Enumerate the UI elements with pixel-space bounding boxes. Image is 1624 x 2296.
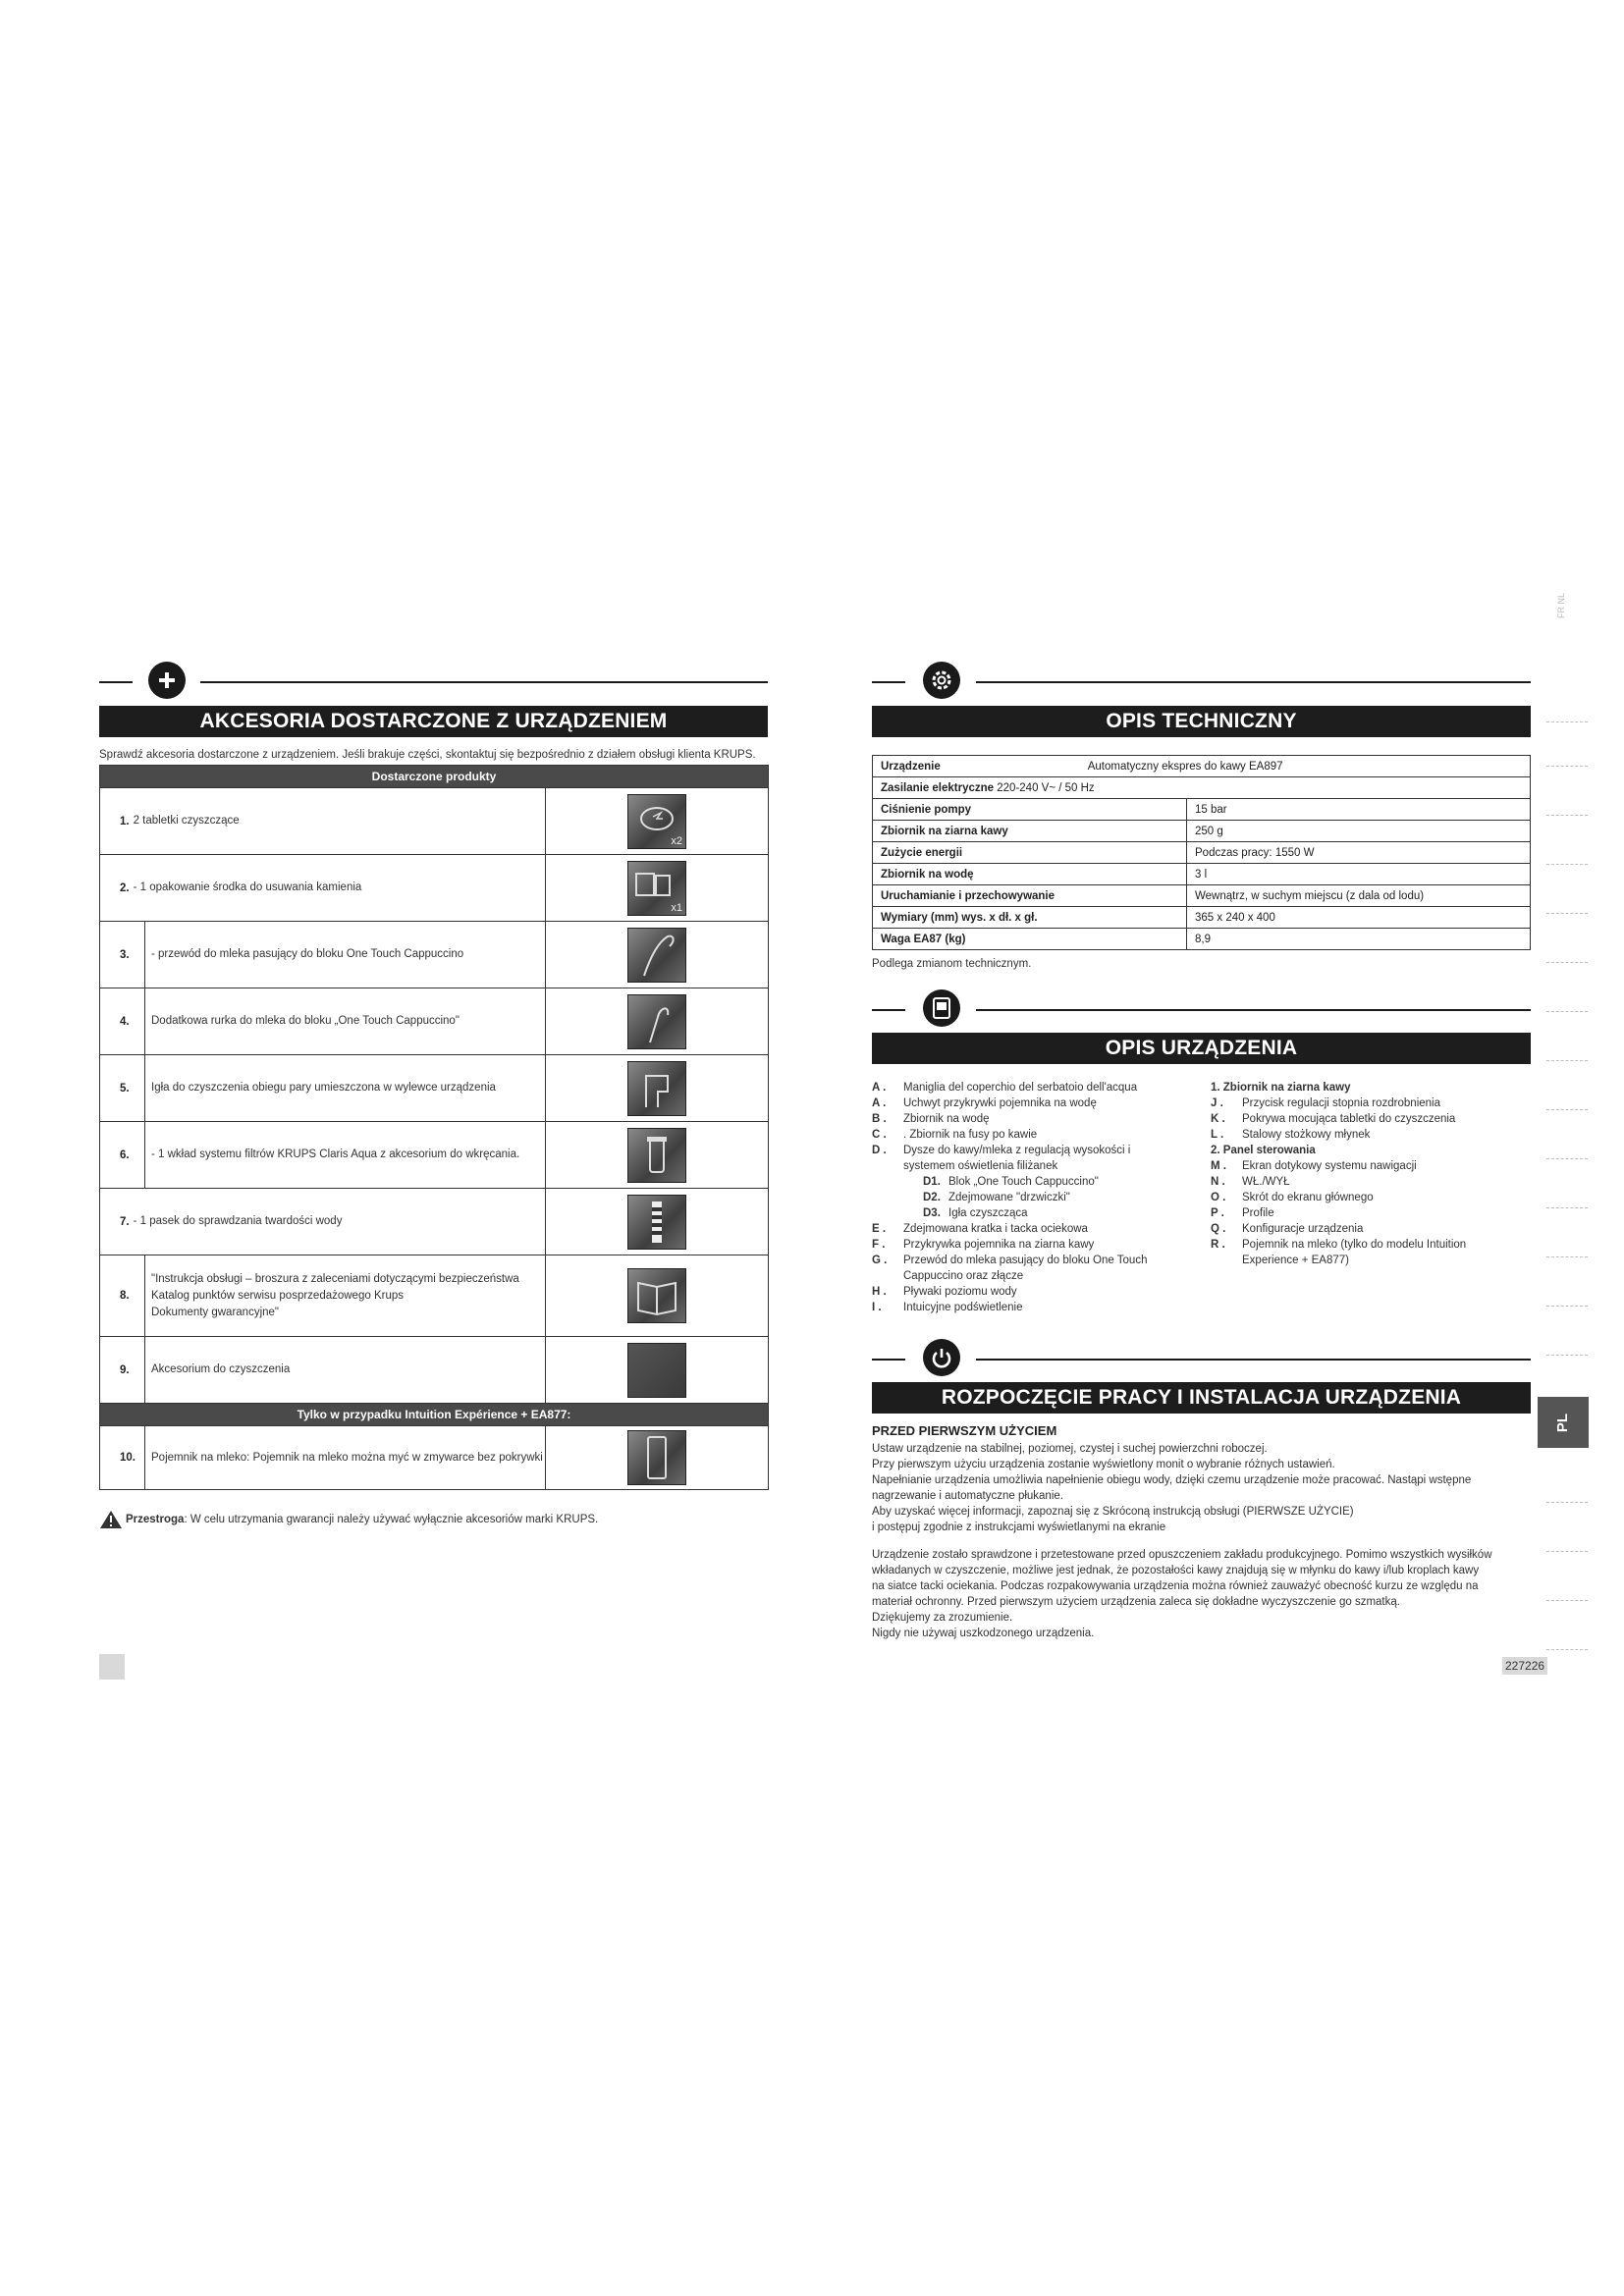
- item-letter: P .: [1211, 1207, 1224, 1219]
- start-paragraph-2: [872, 1547, 1531, 1641]
- item-text: Zdejmowane "drzwiczki": [948, 1192, 1070, 1203]
- list-item: [872, 1300, 1206, 1315]
- text-line: Urządzenie zostało sprawdzone i przetestowane przed opuszczeniem zakładu produkcyjnego. Pomimo wszystkich wysiłków: [872, 1549, 1492, 1561]
- machine-icon: [923, 989, 960, 1027]
- spec-key: Ciśnienie pompy: [873, 799, 1187, 821]
- row-text: "Instrukcja obsługi – broszura z zaleceniami dotyczącymi bezpieczeństwa Katalog punktów serwisu posprzedażowego Krups Dokumenty gwarancyjne": [144, 1255, 545, 1336]
- item-text: Zbiornik na wodę: [903, 1113, 990, 1125]
- item-letter: R .: [1211, 1239, 1225, 1251]
- spec-note: Podlega zmianom technicznym.: [872, 958, 1032, 970]
- row-number: 10.: [120, 1452, 135, 1464]
- text-line: i postępuj zgodnie z instrukcjami wyświetlanymi na ekranie: [872, 1522, 1166, 1533]
- row-text: Igła do czyszczenia obiegu pary umieszczona w wylewce urządzenia: [144, 1055, 545, 1121]
- item-letter: J .: [1211, 1097, 1223, 1109]
- tab-divider: [1546, 1649, 1588, 1651]
- test-strip-icon: [627, 1195, 686, 1250]
- item-text: Dysze do kawy/mleka z regulacją wysokości i: [903, 1145, 1131, 1156]
- item-text: Przewód do mleka pasujący do bloku One Touch: [903, 1255, 1148, 1266]
- power-icon: [923, 1339, 960, 1376]
- table-row: [873, 842, 1531, 864]
- item-text: Przykrywka pojemnika na ziarna kawy: [903, 1239, 1095, 1251]
- tab-divider: [1546, 1060, 1588, 1062]
- spec-table: [872, 755, 1531, 950]
- item-letter: G .: [872, 1255, 888, 1266]
- item-text: Pokrywa mocująca tabletki do czyszczenia: [1242, 1113, 1456, 1125]
- start-subheading: PRZED PIERWSZYM UŻYCIEM: [872, 1423, 1057, 1438]
- table-row: [873, 756, 1531, 777]
- quantity-badge: x2: [671, 834, 682, 847]
- item-text: . Zbiornik na fusy po kawie: [903, 1129, 1038, 1141]
- list-item: [1211, 1190, 1531, 1205]
- tab-divider: [1546, 1011, 1588, 1013]
- item-text: Experience + EA877): [1242, 1255, 1349, 1266]
- accessories-intro: Sprawdź akcesoria dostarczone z urządzeniem. Jeśli brakuje części, skontaktuj się bezpośrednio z działem obsługi klienta KRUPS.: [99, 749, 756, 761]
- descaler-packet-icon: [627, 861, 686, 916]
- table-row: [100, 1255, 768, 1336]
- item-letter: D2.: [923, 1192, 941, 1203]
- text-line: materiał ochronny. Przed pierwszym użyciem urządzenia zaleca się dokładne wyczyszczenie go szmatką.: [872, 1596, 1400, 1608]
- list-item: [872, 1143, 1206, 1158]
- item-text: systemem oświetlenia filiżanek: [903, 1160, 1058, 1172]
- section-rule: [872, 1359, 905, 1361]
- list-item: [872, 1127, 1206, 1143]
- plus-icon: [148, 662, 186, 699]
- row-text: Pojemnik na mleko: Pojemnik na mleko można myć w zmywarce bez pokrywki: [144, 1426, 545, 1489]
- list-item: [1211, 1253, 1531, 1268]
- list-item: [1211, 1158, 1531, 1174]
- spec-key: Zbiornik na wodę: [873, 864, 1187, 885]
- quantity-badge: x1: [671, 901, 682, 914]
- spec-value: 220-240 V~ / 50 Hz: [997, 781, 1095, 794]
- table-row: [873, 907, 1531, 929]
- item-letter: K .: [1211, 1113, 1225, 1125]
- item-letter: O .: [1211, 1192, 1226, 1203]
- tab-divider: [1546, 1207, 1588, 1209]
- row-text: - przewód do mleka pasujący do bloku One Touch Cappuccino: [144, 922, 545, 988]
- tab-divider: [1546, 962, 1588, 964]
- tab-divider: [1546, 1355, 1588, 1357]
- item-text: Ekran dotykowy systemu nawigacji: [1242, 1160, 1417, 1172]
- start-heading: ROZPOCZĘCIE PRACY I INSTALACJA URZĄDZENIA: [872, 1382, 1531, 1414]
- row-text: - 1 opakowanie środka do usuwania kamienia: [133, 881, 362, 893]
- tab-divider: [1546, 1256, 1588, 1258]
- spec-value: Automatyczny ekspres do kawy EA897: [1087, 760, 1283, 773]
- spec-value: 250 g: [1187, 821, 1531, 842]
- table-row: [100, 1121, 768, 1188]
- item-text: Profile: [1242, 1207, 1274, 1219]
- spec-cell: [873, 756, 1531, 777]
- item-text: Zdejmowana kratka i tacka ociekowa: [903, 1223, 1088, 1235]
- list-item: [872, 1221, 1206, 1237]
- item-text: Stalowy stożkowy młynek: [1242, 1129, 1371, 1141]
- warning-label: Przestroga: [126, 1514, 185, 1525]
- text-line: Dziękujemy za zrozumienie.: [872, 1612, 1013, 1624]
- tab-divider: [1546, 815, 1588, 817]
- milk-container-icon: [627, 1430, 686, 1485]
- item-letter: L .: [1211, 1129, 1224, 1141]
- row-number: 5.: [120, 1082, 130, 1095]
- item-letter: Q .: [1211, 1223, 1226, 1235]
- list-item: [1211, 1174, 1531, 1190]
- item-letter: D .: [872, 1145, 887, 1156]
- section-rule: [99, 681, 133, 683]
- list-item: [1211, 1205, 1531, 1221]
- table-header: Dostarczone produkty: [100, 766, 768, 787]
- description-list-left: [872, 1080, 1206, 1315]
- tab-divider: [1546, 1600, 1588, 1602]
- item-text: Pojemnik na mleko (tylko do modelu Intuition: [1242, 1239, 1467, 1251]
- spec-value: 3 l: [1187, 864, 1531, 885]
- spec-cell: [873, 777, 1531, 799]
- item-letter: C .: [872, 1129, 887, 1141]
- cleaning-accessory-icon: [627, 1343, 686, 1398]
- table-row: [100, 921, 768, 988]
- item-text: Przycisk regulacji stopnia rozdrobnienia: [1242, 1097, 1440, 1109]
- item-letter: N .: [1211, 1176, 1225, 1188]
- item-text: Cappuccino oraz złącze: [903, 1270, 1024, 1282]
- side-language-text: FR NL: [1556, 592, 1566, 618]
- row-text: - 1 wkład systemu filtrów KRUPS Claris Aqua z akcesorium do wkręcania.: [144, 1122, 545, 1188]
- row-number: 7.: [120, 1215, 130, 1228]
- row-number: 8.: [120, 1290, 130, 1302]
- spec-key: Uruchamianie i przechowywanie: [873, 885, 1187, 907]
- language-tab-pl[interactable]: [1538, 1397, 1589, 1448]
- section-rule: [872, 681, 905, 683]
- table-row: [873, 799, 1531, 821]
- section-rule: [976, 1009, 1531, 1011]
- list-item: [872, 1174, 1206, 1190]
- table-row: [873, 929, 1531, 950]
- description-heading: OPIS URZĄDZENIA: [872, 1033, 1531, 1064]
- spec-value: 15 bar: [1187, 799, 1531, 821]
- text-line: wkładanych w czyszczenie, możliwe jest jednak, że pozostałości kawy znajdują się w młynku do kawy i/lub kroplach kawy: [872, 1565, 1480, 1576]
- list-item: [872, 1268, 1206, 1284]
- warning-icon: [99, 1510, 123, 1529]
- item-letter: A .: [872, 1082, 887, 1094]
- text-line: Napełnianie urządzenia umożliwia napełnienie obiegu wody, dzięki czemu urządzenie może pracować. Nastąpi wstępne: [872, 1474, 1472, 1486]
- group-heading: 1. Zbiornik na ziarna kawy: [1211, 1082, 1351, 1094]
- list-item: [872, 1080, 1206, 1095]
- item-letter: I .: [872, 1302, 882, 1313]
- list-item: [1211, 1111, 1531, 1127]
- row-text: Dodatkowa rurka do mleka do bloku „One Touch Cappuccino": [144, 988, 545, 1054]
- section-rule: [872, 1009, 905, 1011]
- text-line: Aby uzyskać więcej informacji, zapoznaj się z Skróconą instrukcją obsługi (PIERWSZE UŻYCIE): [872, 1506, 1354, 1518]
- spec-heading: OPIS TECHNICZNY: [872, 706, 1531, 737]
- item-text: Konfiguracje urządzenia: [1242, 1223, 1364, 1235]
- tab-divider: [1546, 1158, 1588, 1160]
- list-item: [872, 1284, 1206, 1300]
- item-text: Skrót do ekranu głównego: [1242, 1192, 1374, 1203]
- cleaning-needle-icon: [627, 1061, 686, 1116]
- text-line: Nigdy nie używaj uszkodzonego urządzenia.: [872, 1628, 1095, 1639]
- text-line: Ustaw urządzenie na stabilnej, poziomej, czystej i suchej powierzchni roboczej.: [872, 1443, 1268, 1455]
- row-text: - 1 pasek do sprawdzania twardości wody: [133, 1215, 343, 1227]
- page-marker: [99, 1654, 125, 1680]
- row-number: 4.: [120, 1015, 130, 1028]
- item-letter: E .: [872, 1223, 887, 1235]
- warning-text: : W celu utrzymania gwarancji należy używać wyłącznie akcesoriów marki KRUPS.: [184, 1514, 599, 1525]
- item-text: Igła czyszcząca: [948, 1207, 1028, 1219]
- list-item: [1211, 1095, 1531, 1111]
- tab-divider: [1546, 913, 1588, 915]
- text-line: na siatce tacki ociekania. Podczas rozpakowywania urządzenia można również zauważyć obecność kurzu ze względu na: [872, 1580, 1479, 1592]
- water-filter-icon: [627, 1128, 686, 1183]
- table-row: [100, 1336, 768, 1403]
- list-item: [872, 1253, 1206, 1268]
- tab-divider: [1546, 864, 1588, 866]
- list-item: [1211, 1237, 1531, 1253]
- table-subheader: Tylko w przypadku Intuition Expérience + EA877:: [100, 1403, 768, 1425]
- item-letter: A .: [872, 1097, 887, 1109]
- table-row: [100, 1425, 768, 1489]
- group-heading: 2. Panel sterowania: [1211, 1145, 1316, 1156]
- table-row: [873, 777, 1531, 799]
- list-item: [872, 1237, 1206, 1253]
- table-row: [873, 864, 1531, 885]
- text-line: Przy pierwszym użyciu urządzenia zostanie wyświetlony monit o wybranie różnych ustawień.: [872, 1459, 1335, 1470]
- table-row: [100, 1188, 768, 1255]
- item-text: Blok „One Touch Cappuccino": [948, 1176, 1099, 1188]
- spec-key: Zbiornik na ziarna kawy: [873, 821, 1187, 842]
- spec-value: 365 x 240 x 400: [1187, 907, 1531, 929]
- table-row: [100, 1054, 768, 1121]
- row-text: 2 tabletki czyszczące: [133, 815, 240, 827]
- spec-key: Zużycie energii: [873, 842, 1187, 864]
- start-paragraph-1: [872, 1441, 1531, 1535]
- item-text: Intuicyjne podświetlenie: [903, 1302, 1023, 1313]
- list-item: [872, 1190, 1206, 1205]
- spec-key: Wymiary (mm) wys. x dł. x gł.: [873, 907, 1187, 929]
- row-number: 3.: [120, 948, 130, 961]
- language-tab-label: PL: [1554, 1413, 1572, 1432]
- spec-key: Zasilanie elektryczne: [881, 781, 995, 794]
- list-item: [1211, 1221, 1531, 1237]
- list-item: [1211, 1127, 1531, 1143]
- section-rule: [976, 1359, 1531, 1361]
- list-item: [872, 1158, 1206, 1174]
- section-rule: [200, 681, 768, 683]
- list-item: [1211, 1080, 1531, 1095]
- table-row: [873, 821, 1531, 842]
- item-text: Pływaki poziomu wody: [903, 1286, 1017, 1298]
- warning-note: [99, 1510, 777, 1529]
- tab-divider: [1546, 721, 1588, 723]
- row-number: 1.: [120, 815, 130, 828]
- tab-divider: [1546, 1551, 1588, 1553]
- item-letter: H .: [872, 1286, 887, 1298]
- list-item: [872, 1095, 1206, 1111]
- table-row: [873, 885, 1531, 907]
- spec-value: Wewnątrz, w suchym miejscu (z dala od lodu): [1187, 885, 1531, 907]
- cleaning-tablet-icon: [627, 794, 686, 849]
- item-text: Maniglia del coperchio del serbatoio dell'acqua: [903, 1082, 1138, 1094]
- row-number: 2.: [120, 881, 130, 894]
- tab-divider: [1546, 766, 1588, 768]
- table-row: [100, 854, 768, 921]
- item-letter: D1.: [923, 1176, 941, 1188]
- spec-key: Waga EA87 (kg): [873, 929, 1187, 950]
- item-text: Uchwyt przykrywki pojemnika na wodę: [903, 1097, 1097, 1109]
- text-line: nagrzewanie i automatyczne płukanie.: [872, 1490, 1063, 1502]
- table-row: [100, 988, 768, 1054]
- spec-value: Podczas pracy: 1550 W: [1187, 842, 1531, 864]
- row-number: 9.: [120, 1363, 130, 1376]
- tab-divider: [1546, 1306, 1588, 1308]
- gear-icon: [923, 662, 960, 699]
- manual-book-icon: [627, 1268, 686, 1323]
- milk-tube-icon: [627, 928, 686, 983]
- row-number: 6.: [120, 1148, 130, 1161]
- description-list-right: [1211, 1080, 1531, 1268]
- spec-value: 8,9: [1187, 929, 1531, 950]
- row-text: Akcesorium do czyszczenia: [144, 1337, 545, 1403]
- extra-milk-pipe-icon: [627, 994, 686, 1049]
- item-letter: M .: [1211, 1160, 1226, 1172]
- accessories-table: [99, 765, 769, 1490]
- spec-key: Urządzenie: [881, 760, 941, 773]
- item-letter: B .: [872, 1113, 887, 1125]
- accessories-heading: AKCESORIA DOSTARCZONE Z URZĄDZENIEM: [99, 706, 768, 737]
- page-number: 227226: [1502, 1657, 1547, 1675]
- tab-divider: [1546, 1109, 1588, 1111]
- item-letter: D3.: [923, 1207, 941, 1219]
- item-letter: F .: [872, 1239, 886, 1251]
- table-row: [100, 787, 768, 854]
- list-item: [872, 1111, 1206, 1127]
- section-rule: [976, 681, 1531, 683]
- list-item: [872, 1205, 1206, 1221]
- item-text: WŁ./WYŁ: [1242, 1176, 1290, 1188]
- list-item: [1211, 1143, 1531, 1158]
- tab-divider: [1546, 1502, 1588, 1504]
